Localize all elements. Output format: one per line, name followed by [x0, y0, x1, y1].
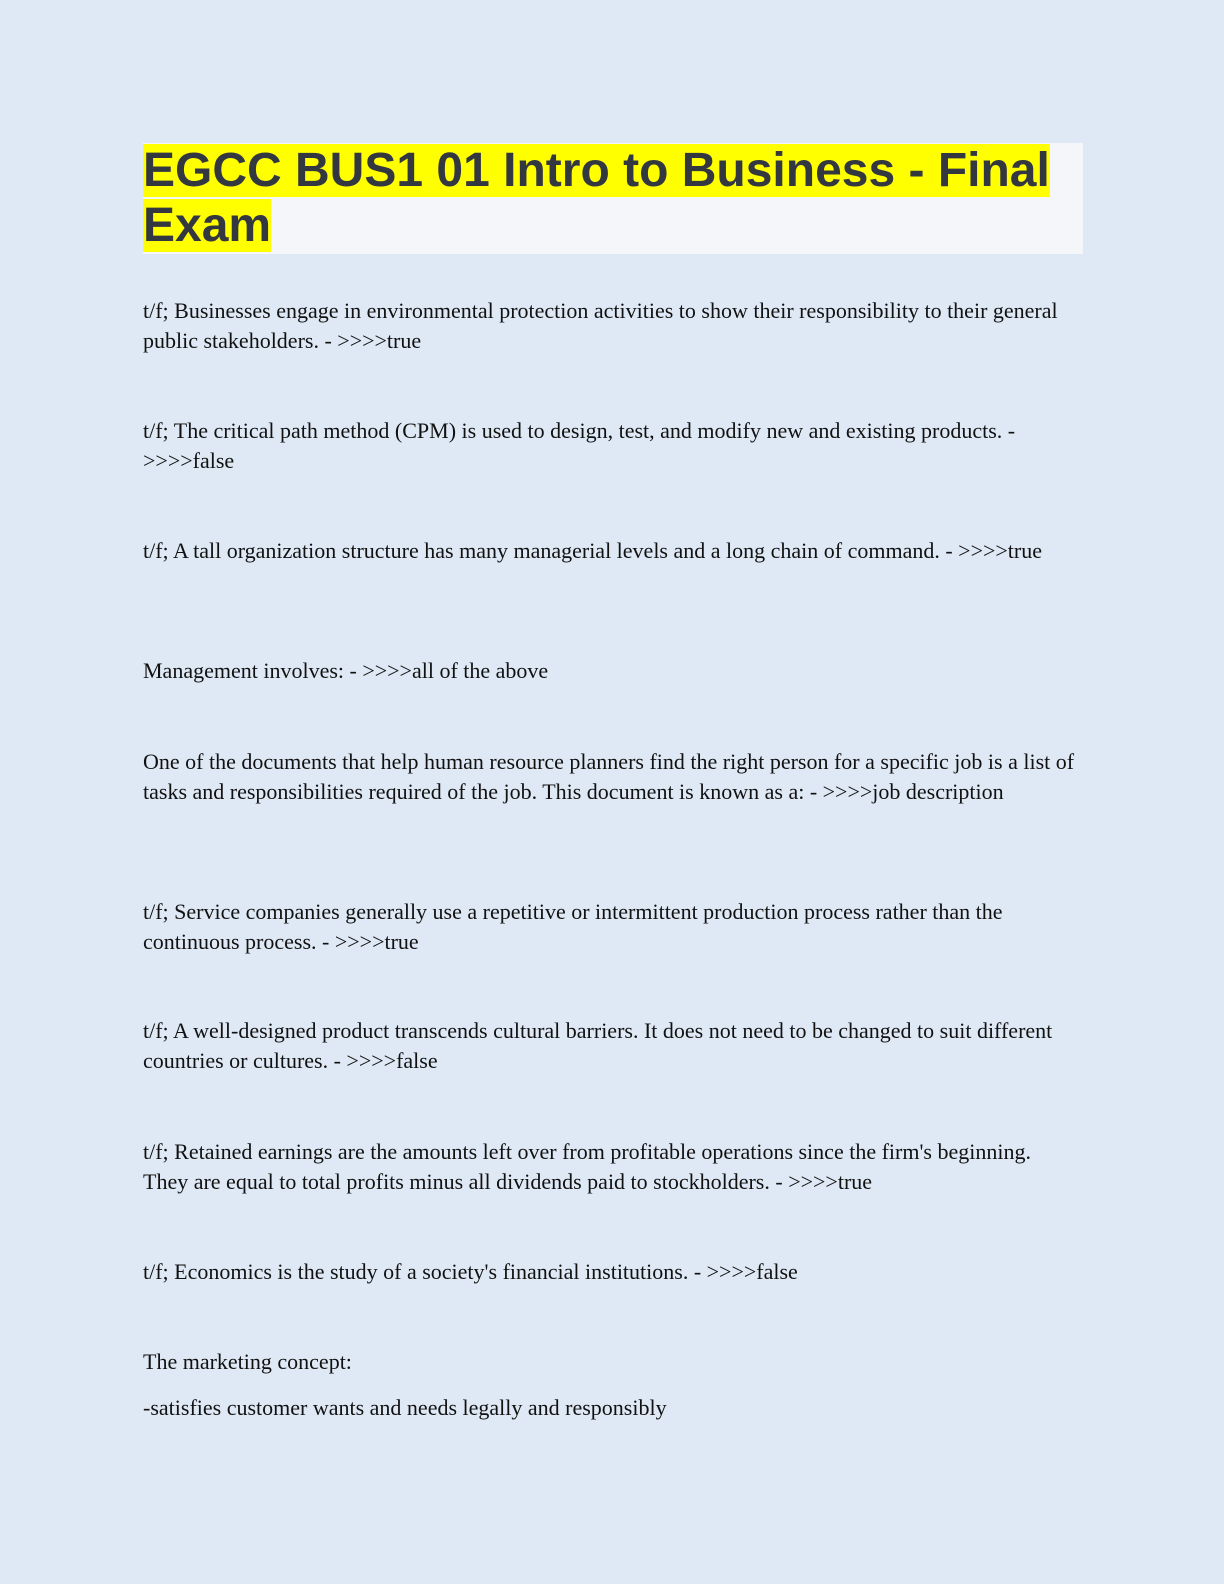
document-title [143, 143, 1083, 253]
question-item: One of the documents that help human resource planners find the right person for a specific job is a list of tasks and responsibilities required of the job. This document is known as a: - >>>>job description [143, 749, 1075, 804]
title-highlight: EGCC BUS1 01 Intro to Business - Final Exam [143, 144, 1050, 252]
question-item: t/f; Businesses engage in environmental protection activities to show their responsibility to their general public stakeholders. - >>>>true [143, 298, 1058, 353]
question-item: t/f; Retained earnings are the amounts left over from profitable operations since the firm's beginning. They are equal to total profits minus all dividends paid to stockholders. - >>>>true [143, 1139, 1031, 1194]
answer-line: -satisfies customer wants and needs legally and responsibly [143, 1395, 667, 1420]
question-item: Management involves: - >>>>all of the above [143, 658, 549, 683]
question-item: t/f; Service companies generally use a repetitive or intermittent production process rather than the continuous process. - >>>>true [143, 899, 1003, 954]
question-item: The marketing concept: [143, 1349, 352, 1374]
question-item: t/f; A tall organization structure has many managerial levels and a long chain of command. - >>>>true [143, 538, 1043, 563]
question-item: t/f; A well-designed product transcends cultural barriers. It does not need to be changed to suit different countries or cultures. - >>>>false [143, 1018, 1053, 1073]
question-item: t/f; The critical path method (CPM) is used to design, test, and modify new and existing products. - >>>>false [143, 418, 1016, 473]
question-item: t/f; Economics is the study of a society's financial institutions. - >>>>false [143, 1259, 798, 1284]
